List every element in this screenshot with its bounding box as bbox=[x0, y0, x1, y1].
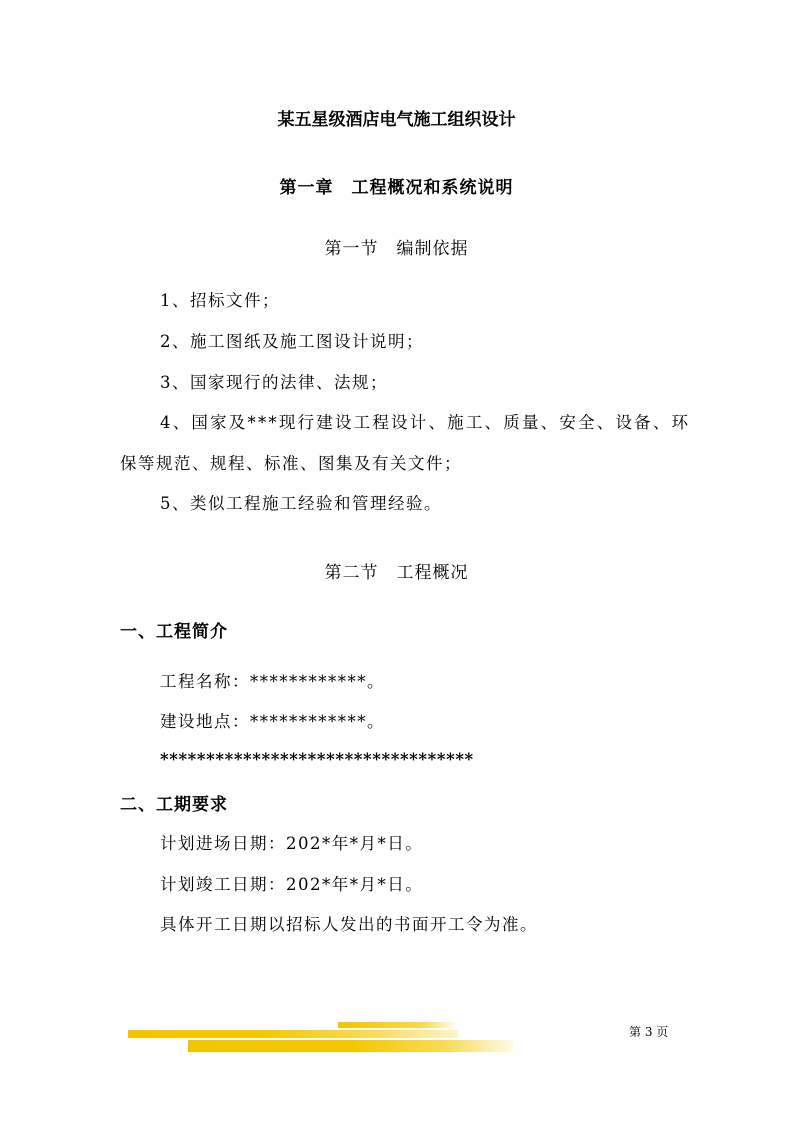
planned-completion-date: 计划竣工日期：202*年*月*日。 bbox=[160, 875, 424, 894]
planned-entry-date: 计划进场日期：202*年*月*日。 bbox=[160, 834, 424, 853]
subheading-schedule: 二、工期要求 bbox=[120, 795, 228, 815]
page-number: 第 3 页 bbox=[629, 1025, 669, 1039]
chapter-title: 第一章 工程概况和系统说明 bbox=[279, 178, 514, 198]
list-item: 2、施工图纸及施工图设计说明； bbox=[160, 332, 424, 351]
footer-bar bbox=[188, 1040, 513, 1052]
footer-bar bbox=[338, 1022, 458, 1028]
section-heading-basis: 第一节 编制依据 bbox=[324, 239, 469, 259]
list-item: 1、招标文件； bbox=[160, 291, 280, 310]
list-item: 4、国家及***现行建设工程设计、施工、质量、安全、设备、环 bbox=[160, 413, 691, 432]
document-title: 某五星级酒店电气施工组织设计 bbox=[277, 110, 516, 130]
subheading-project-intro: 一、工程简介 bbox=[120, 622, 228, 642]
list-item-continuation: 保等规范、规程、标准、图集及有关文件； bbox=[120, 454, 462, 473]
footer-bar bbox=[128, 1030, 458, 1038]
list-item: 5、类似工程施工经验和管理经验。 bbox=[160, 494, 442, 513]
project-name-line: 工程名称：************。 bbox=[160, 672, 385, 691]
start-date-note: 具体开工日期以招标人发出的书面开工令为准。 bbox=[160, 915, 538, 934]
list-item: 3、国家现行的法律、法规； bbox=[160, 373, 388, 392]
masked-line: ********************************** bbox=[160, 750, 474, 769]
section-heading-overview: 第二节 工程概况 bbox=[324, 563, 469, 583]
project-location-line: 建设地点：************。 bbox=[160, 712, 385, 731]
